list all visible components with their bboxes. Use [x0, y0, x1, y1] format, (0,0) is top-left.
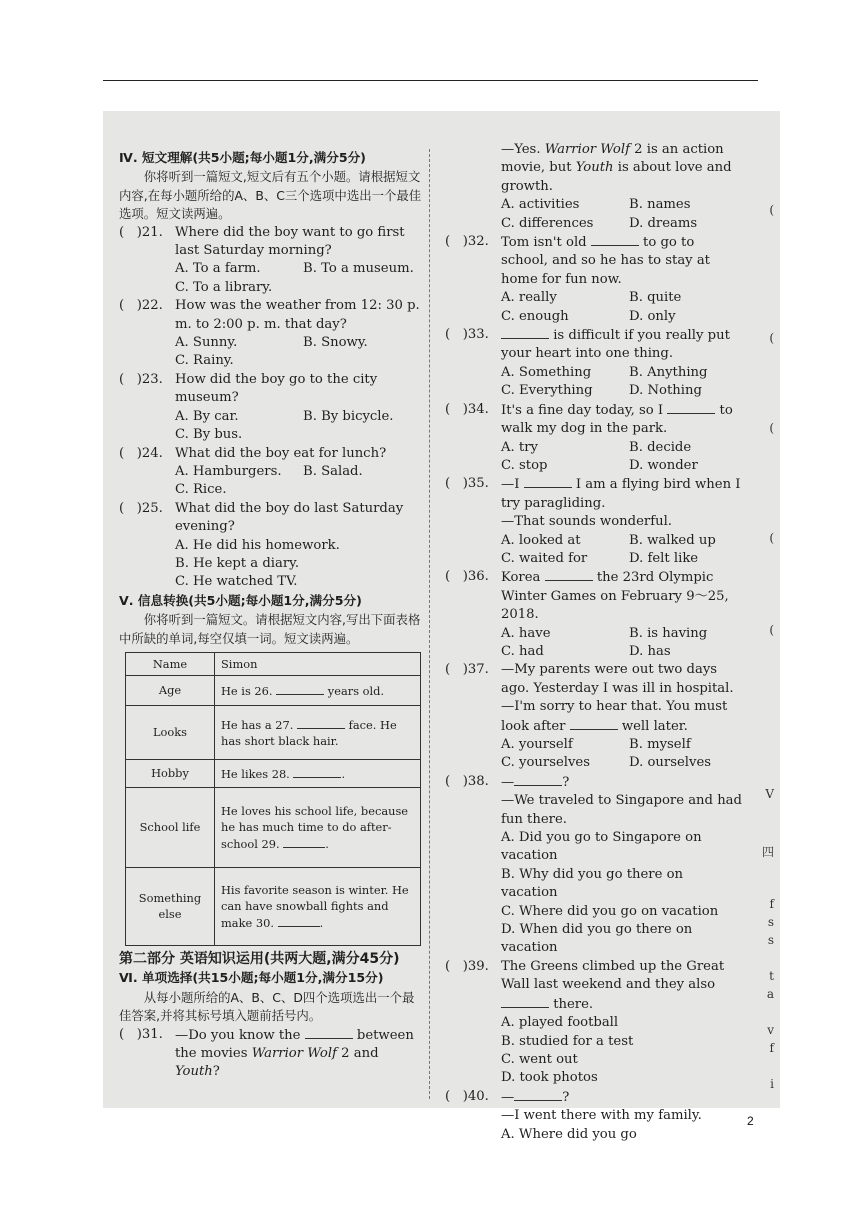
- option-c: C. waited for: [501, 550, 588, 566]
- question-23: [119, 371, 424, 408]
- answer-bracket[interactable]: ( )31.: [119, 1026, 163, 1042]
- question-40: ( )40. — ? —I went there with my family.: [445, 1088, 743, 1126]
- question-38: ( )38. — ? —We traveled to Singapore and had fun there.: [445, 773, 743, 829]
- section-4-intro: 你将听到一篇短文,短文后有五个小题。请根据短文内容,在每小题所给的A、B、C三个选项中选出一个最佳选项。短文读两遍。: [119, 169, 422, 222]
- option-c: C. To a library.: [175, 279, 273, 295]
- answer-bracket[interactable]: ( )38.: [445, 773, 489, 789]
- option-c: C. differences: [501, 215, 594, 231]
- question-31: ( )31. —Do you know the between the movies Warrior Wolf 2 and Youth?: [119, 1026, 424, 1082]
- table-key: School life: [126, 787, 215, 867]
- answer-bracket[interactable]: ( )36.: [445, 569, 489, 585]
- edge-mark: V: [765, 787, 774, 801]
- edge-mark: (: [769, 203, 774, 217]
- option-b: B. He kept a diary.: [175, 555, 300, 571]
- option-d: D. took photos: [501, 1070, 598, 1086]
- option-a: A. By car.: [175, 408, 239, 424]
- option-d: D. has: [629, 643, 671, 659]
- section-6-intro: 从每小题所给的A、B、C、D四个选项选出一个最佳答案,并将其标号填入题前括号内。: [119, 989, 415, 1024]
- answer-blank[interactable]: [591, 233, 639, 246]
- option-c: C. By bus.: [175, 427, 243, 443]
- option-c: C. had: [501, 643, 544, 659]
- option-a: A. played football: [501, 1015, 619, 1031]
- question-31-continued: —Yes. Warrior Wolf 2 is an action movie, but Youth is about love and growth.: [501, 142, 732, 194]
- options-33: [445, 364, 743, 401]
- table-row: [126, 652, 421, 675]
- question-36: ( )36. Korea the 23rd Olympic Winter Games on February 9～25, 2018.: [445, 568, 743, 624]
- info-table: [125, 652, 421, 946]
- question-34: ( )34. It's a fine day today, so I to walk my dog in the park.: [445, 401, 743, 439]
- option-a: A. looked at: [501, 532, 581, 548]
- answer-blank[interactable]: [570, 717, 618, 730]
- question-text: What did the boy do last Saturday evening?: [175, 500, 404, 535]
- option-c: C. went out: [501, 1051, 578, 1067]
- answer-blank[interactable]: [305, 1026, 353, 1039]
- question-24: [119, 445, 424, 463]
- option-a: A. yourself: [501, 737, 573, 752]
- answer-blank[interactable]: [667, 401, 715, 414]
- table-value: He is 26. years old.: [215, 675, 421, 705]
- option-a: A. Something: [501, 364, 592, 380]
- answer-bracket[interactable]: ( )37.: [445, 662, 489, 678]
- edge-mark: (: [769, 531, 774, 545]
- question-37: ( )37. —My parents were out two days ago. Yesterday I was ill in hospital. —I'm sorry to hear that. You must look after well later.: [445, 661, 743, 736]
- options-39: [445, 1014, 743, 1088]
- option-b: B. Anything: [629, 364, 708, 380]
- edge-mark: 四: [761, 845, 774, 859]
- option-d: D. ourselves: [629, 755, 712, 771]
- page-number: 2: [747, 1114, 754, 1128]
- question-39: ( )39. The Greens climbed up the Great Wall last weekend and they also there.: [445, 958, 743, 1014]
- answer-bracket[interactable]: ( )22.: [119, 298, 163, 314]
- answer-blank[interactable]: [524, 475, 572, 488]
- answer-blank[interactable]: [514, 1088, 562, 1101]
- options-36: [445, 625, 743, 662]
- right-column: [445, 141, 743, 1144]
- table-key: Looks: [126, 705, 215, 759]
- option-a: A. try: [501, 439, 538, 455]
- answer-bracket[interactable]: ( )23.: [119, 371, 163, 387]
- question-21: [119, 224, 424, 261]
- option-c: C. yourselves: [501, 755, 591, 771]
- option-b: B. studied for a test: [501, 1033, 634, 1049]
- answer-blank-29[interactable]: [283, 835, 325, 848]
- option-c: C. enough: [501, 308, 569, 324]
- table-value: He has a 27. face. He has short black hair.: [215, 705, 421, 759]
- table-value: He likes 28. .: [215, 759, 421, 787]
- option-c: C. Where did you go on vacation: [501, 903, 719, 919]
- table-key: Name: [126, 652, 215, 675]
- question-33: ( )33. is difficult if you really put your heart into one thing.: [445, 326, 743, 364]
- answer-blank[interactable]: [501, 995, 549, 1008]
- table-value: He loves his school life, because he has much time to do after-school 29. .: [215, 787, 421, 867]
- option-a: A. Where did you go: [501, 1126, 637, 1142]
- option-d: D. wonder: [629, 457, 698, 473]
- options-23: [119, 408, 424, 445]
- options-21: [119, 260, 424, 297]
- table-value: Simon: [215, 652, 421, 675]
- table-row: [126, 675, 421, 705]
- answer-bracket[interactable]: ( )39.: [445, 958, 489, 974]
- option-b: B. walked up: [629, 532, 716, 548]
- option-b: B. Salad.: [303, 463, 363, 479]
- edge-mark: i: [770, 1077, 774, 1091]
- table-key: Age: [126, 675, 215, 705]
- options-32: [445, 289, 743, 326]
- edge-mark: s: [767, 933, 774, 947]
- option-c: C. Rice.: [175, 482, 227, 498]
- option-a: A. Did you go to Singapore on vacation: [501, 830, 702, 864]
- edge-mark: (: [769, 421, 774, 435]
- top-rule: [103, 80, 758, 81]
- edge-mark: f: [769, 1041, 774, 1055]
- question-text: What did the boy eat for lunch?: [175, 445, 387, 461]
- table-key: Something else: [126, 867, 215, 945]
- option-d: D. dreams: [629, 215, 698, 231]
- answer-bracket[interactable]: ( )40.: [445, 1088, 489, 1104]
- option-a: A. To a farm.: [175, 261, 261, 277]
- option-a: A. He did his homework.: [175, 537, 340, 553]
- option-b: B. By bicycle.: [303, 408, 394, 424]
- answer-blank[interactable]: [545, 568, 593, 581]
- answer-blank[interactable]: [514, 773, 562, 786]
- edge-mark: s: [767, 915, 774, 929]
- option-b: B. myself: [629, 737, 691, 752]
- section-5-intro: 你将听到一篇短文。请根据短文内容,写出下面表格中所缺的单词,每空仅填一词。短文读两遍。: [119, 612, 421, 646]
- answer-blank[interactable]: [501, 326, 549, 339]
- option-d: D. Nothing: [629, 383, 702, 399]
- option-c: C. Everything: [501, 383, 593, 399]
- answer-bracket[interactable]: ( )34.: [445, 401, 489, 417]
- question-22: [119, 297, 424, 334]
- option-c: C. Rainy.: [175, 353, 234, 369]
- answer-blank-27[interactable]: [297, 716, 345, 729]
- options-40: [445, 1126, 743, 1144]
- question-35: ( )35. —I I am a flying bird when I try paragliding. —That sounds wonderful.: [445, 475, 743, 531]
- option-b: B. Snowy.: [303, 335, 368, 351]
- options-22: [119, 334, 424, 371]
- options-31: [445, 196, 743, 233]
- option-d: D. felt like: [629, 550, 699, 566]
- option-a: A. really: [501, 290, 557, 306]
- options-25: [119, 537, 424, 592]
- edge-mark: a: [766, 987, 774, 1001]
- part-2-title: 第二部分 英语知识运用(共两大题,满分45分): [119, 950, 400, 967]
- option-a: A. activities: [501, 197, 580, 213]
- question-text: How did the boy go to the city museum?: [175, 371, 378, 406]
- option-b: B. decide: [629, 439, 692, 455]
- left-column: [119, 149, 424, 1082]
- options-34: [445, 439, 743, 476]
- table-row: [126, 759, 421, 787]
- options-24: [119, 463, 424, 500]
- option-b: B. is having: [629, 625, 708, 641]
- section-6-title: Ⅵ. 单项选择(共15小题;每小题1分,满分15分): [119, 970, 384, 986]
- edge-mark: (: [769, 623, 774, 637]
- section-5-title: Ⅴ. 信息转换(共5小题;每小题1分,满分5分): [119, 592, 362, 608]
- answer-blank-28[interactable]: [293, 765, 341, 778]
- options-35: [445, 532, 743, 569]
- options-38: [445, 829, 743, 958]
- table-row: [126, 867, 421, 945]
- option-d: D. only: [629, 308, 676, 324]
- answer-blank-30[interactable]: [278, 914, 320, 927]
- answer-bracket[interactable]: ( )32.: [445, 234, 489, 250]
- section-4-title: Ⅳ. 短文理解(共5小题;每小题1分,满分5分): [119, 150, 366, 165]
- option-d: D. When did you go there on vacation: [501, 922, 693, 956]
- edge-mark: (: [769, 331, 774, 345]
- table-row: [126, 705, 421, 759]
- answer-bracket[interactable]: ( )24.: [119, 445, 163, 461]
- edge-mark: f: [769, 897, 774, 911]
- answer-bracket[interactable]: ( )21.: [119, 224, 163, 240]
- table-row: [126, 787, 421, 867]
- option-a: A. Sunny.: [175, 335, 238, 351]
- option-b: B. Why did you go there on vacation: [501, 866, 684, 901]
- exam-photo: [103, 111, 780, 1142]
- option-b: B. To a museum.: [303, 261, 414, 277]
- table-value: His favorite season is winter. He can have snowball fights and make 30. .: [215, 867, 421, 945]
- option-a: A. have: [501, 625, 551, 641]
- question-32: ( )32. Tom isn't old to go to school, and so he has to stay at home for fun now.: [445, 233, 743, 289]
- answer-bracket[interactable]: ( )25.: [119, 500, 163, 516]
- table-key: Hobby: [126, 759, 215, 787]
- option-c: C. stop: [501, 457, 548, 473]
- answer-bracket[interactable]: ( )33.: [445, 327, 489, 343]
- option-a: A. Hamburgers.: [175, 463, 282, 479]
- option-c: C. He watched TV.: [175, 574, 298, 590]
- answer-bracket[interactable]: ( )35.: [445, 476, 489, 492]
- column-divider: [429, 149, 430, 1099]
- option-b: B. names: [629, 197, 691, 213]
- option-b: B. quite: [629, 290, 682, 306]
- answer-blank-26[interactable]: [276, 682, 324, 695]
- options-37: [445, 736, 743, 773]
- question-text: Where did the boy want to go first last Saturday morning?: [175, 224, 405, 259]
- question-25: [119, 500, 424, 537]
- edge-mark: v: [767, 1023, 774, 1037]
- question-text: How was the weather from 12: 30 p. m. to 2:00 p. m. that day?: [175, 298, 420, 332]
- edge-mark: t: [769, 969, 774, 983]
